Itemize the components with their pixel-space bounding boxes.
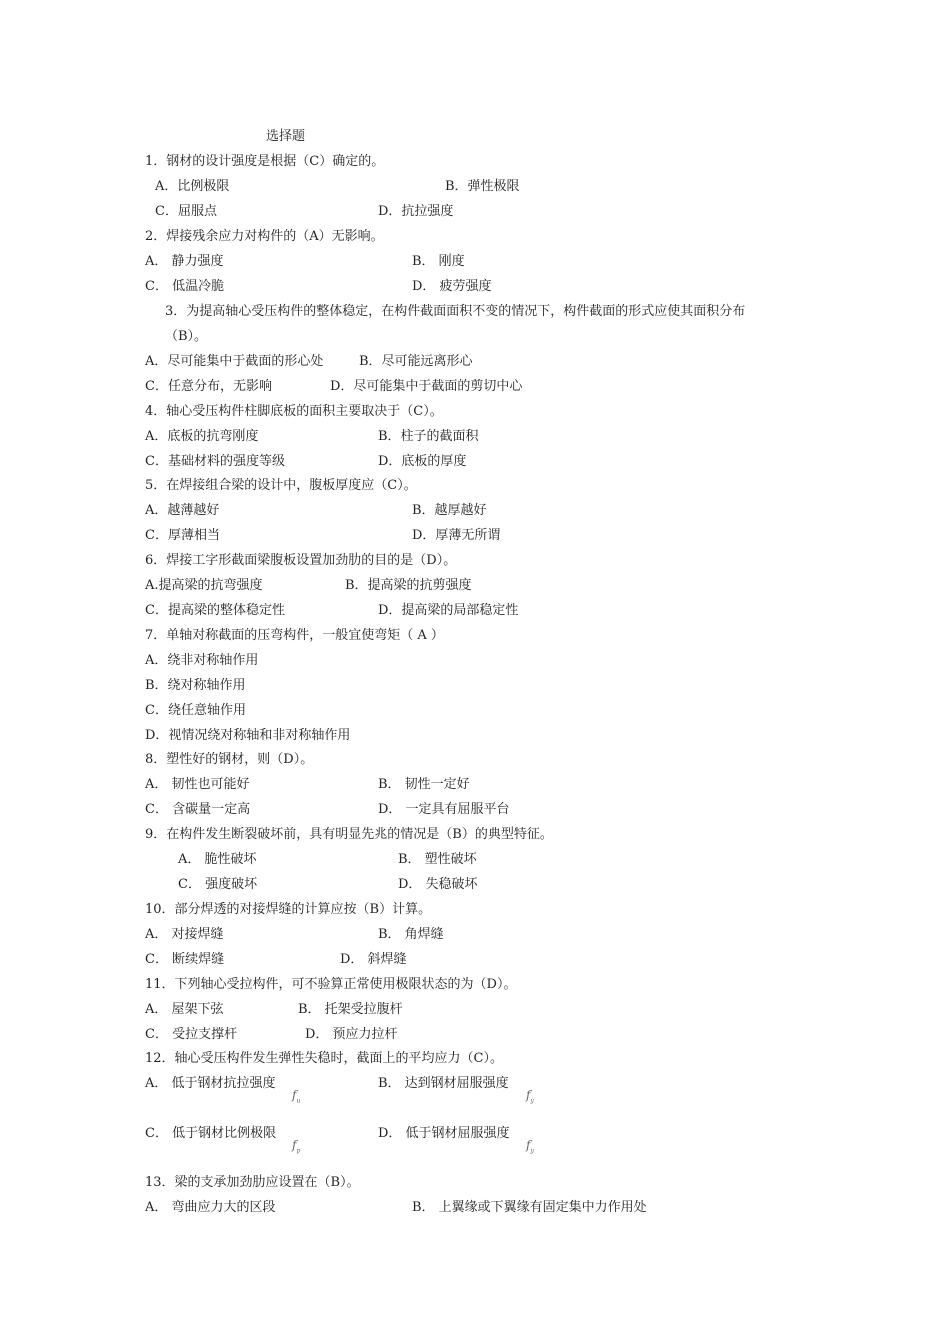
q7-option-b: B．绕对称轴作用 <box>145 678 246 693</box>
q1-option-d: D．抗拉强度 <box>378 204 454 219</box>
formula-f-u: $f_u$ <box>292 1088 301 1105</box>
q9-option-d: D． 失稳破坏 <box>398 877 478 892</box>
question-11-stem: 11．下列轴心受拉构件，可不验算正常使用极限状态的为（D）。 <box>145 977 517 992</box>
q6-option-a: A.提高梁的抗弯强度 <box>145 578 263 593</box>
q11-option-d: D． 预应力拉杆 <box>305 1027 398 1042</box>
q9-option-c: C． 强度破坏 <box>178 877 258 892</box>
question-9-stem: 9．在构件发生断裂破坏前，具有明显先兆的情况是（B）的典型特征。 <box>145 827 553 842</box>
q10-option-b: B． 角焊缝 <box>378 927 444 942</box>
q5-option-c: C．厚薄相当 <box>145 528 220 543</box>
question-4-stem: 4．轴心受压构件柱脚底板的面积主要取决于（C）。 <box>145 404 443 419</box>
q3-option-d: D．尽可能集中于截面的剪切中心 <box>330 379 523 394</box>
formula-f-y: $f_y$ <box>526 1088 534 1105</box>
q2-option-a: A． 静力强度 <box>145 254 224 269</box>
formula-f-y-2: $f_y$ <box>526 1138 534 1155</box>
question-2-stem: 2．焊接残余应力对构件的（A）无影响。 <box>145 229 384 244</box>
question-3-stem-cont: （B）。 <box>165 329 208 344</box>
q10-option-a: A． 对接焊缝 <box>145 927 224 942</box>
q12-option-b: B． 达到钢材屈服强度 <box>378 1076 509 1091</box>
q3-option-a: A．尽可能集中于截面的形心处 <box>145 354 324 369</box>
q10-option-d: D． 斜焊缝 <box>340 952 407 967</box>
q4-option-c: C．基础材料的强度等级 <box>145 454 285 469</box>
q4-option-a: A．底板的抗弯刚度 <box>145 429 259 444</box>
question-10-stem: 10．部分焊透的对接焊缝的计算应按（B）计算。 <box>145 902 432 917</box>
q7-option-d: D．视情况绕对称轴和非对称轴作用 <box>145 728 351 743</box>
formula-f-p: $f_p$ <box>292 1138 301 1155</box>
q3-option-c: C．任意分布，无影响 <box>145 379 272 394</box>
q8-option-b: B． 韧性一定好 <box>378 777 470 792</box>
q12-option-c: C． 低于钢材比例极限 <box>145 1126 277 1141</box>
question-12-stem: 12．轴心受压构件发生弹性失稳时，截面上的平均应力（C）。 <box>145 1051 503 1066</box>
q2-option-c: C． 低温冷脆 <box>145 279 225 294</box>
question-7-stem: 7．单轴对称截面的压弯构件，一般宜使弯矩（ A ） <box>145 628 444 643</box>
page-title: 选择题 <box>266 129 306 144</box>
question-13-stem: 13．梁的支承加劲肋应设置在（B）。 <box>145 1175 360 1190</box>
question-6-stem: 6．焊接工字形截面梁腹板设置加劲肋的目的是（D）。 <box>145 553 457 568</box>
q8-option-c: C． 含碳量一定高 <box>145 802 251 817</box>
q10-option-c: C． 断续焊缝 <box>145 952 225 967</box>
q6-option-b: B．提高梁的抗剪强度 <box>345 578 472 593</box>
q1-option-c: C．屈服点 <box>155 204 217 219</box>
q11-option-b: B． 托架受拉腹杆 <box>298 1002 403 1017</box>
q7-option-a: A．绕非对称轴作用 <box>145 653 259 668</box>
question-5-stem: 5．在焊接组合梁的设计中，腹板厚度应（C）。 <box>145 478 417 493</box>
q12-option-a: A． 低于钢材抗拉强度 <box>145 1076 276 1091</box>
q8-option-a: A． 韧性也可能好 <box>145 777 250 792</box>
question-3-stem: 3．为提高轴心受压构件的整体稳定，在构件截面面积不变的情况下，构件截面的形式应使其面积分布 <box>165 304 746 319</box>
question-8-stem: 8．塑性好的钢材，则（D）。 <box>145 752 314 767</box>
q2-option-d: D． 疲劳强度 <box>412 279 492 294</box>
q1-option-b: B．弹性极限 <box>445 179 520 194</box>
q8-option-d: D． 一定具有屈服平台 <box>378 802 510 817</box>
q12-option-d: D． 低于钢材屈服强度 <box>378 1126 510 1141</box>
q11-option-c: C． 受拉支撑杆 <box>145 1027 238 1042</box>
q5-option-a: A．越薄越好 <box>145 503 220 518</box>
q7-option-c: C．绕任意轴作用 <box>145 703 246 718</box>
q4-option-b: B．柱子的截面积 <box>378 429 479 444</box>
q5-option-b: B．越厚越好 <box>412 503 487 518</box>
q11-option-a: A． 屋架下弦 <box>145 1002 224 1017</box>
q9-option-a: A． 脆性破坏 <box>178 852 257 867</box>
q6-option-d: D．提高梁的局部稳定性 <box>378 603 519 618</box>
question-1-stem: 1．钢材的设计强度是根据（C）确定的。 <box>145 154 385 169</box>
q6-option-c: C．提高梁的整体稳定性 <box>145 603 285 618</box>
q13-option-b: B． 上翼缘或下翼缘有固定集中力作用处 <box>412 1200 647 1215</box>
q4-option-d: D．底板的厚度 <box>378 454 467 469</box>
q9-option-b: B． 塑性破坏 <box>398 852 477 867</box>
q2-option-b: B． 刚度 <box>412 254 465 269</box>
q13-option-a: A． 弯曲应力大的区段 <box>145 1200 276 1215</box>
q1-option-a: A．比例极限 <box>155 179 230 194</box>
q5-option-d: D．厚薄无所谓 <box>412 528 501 543</box>
q3-option-b: B．尽可能远离形心 <box>359 354 473 369</box>
